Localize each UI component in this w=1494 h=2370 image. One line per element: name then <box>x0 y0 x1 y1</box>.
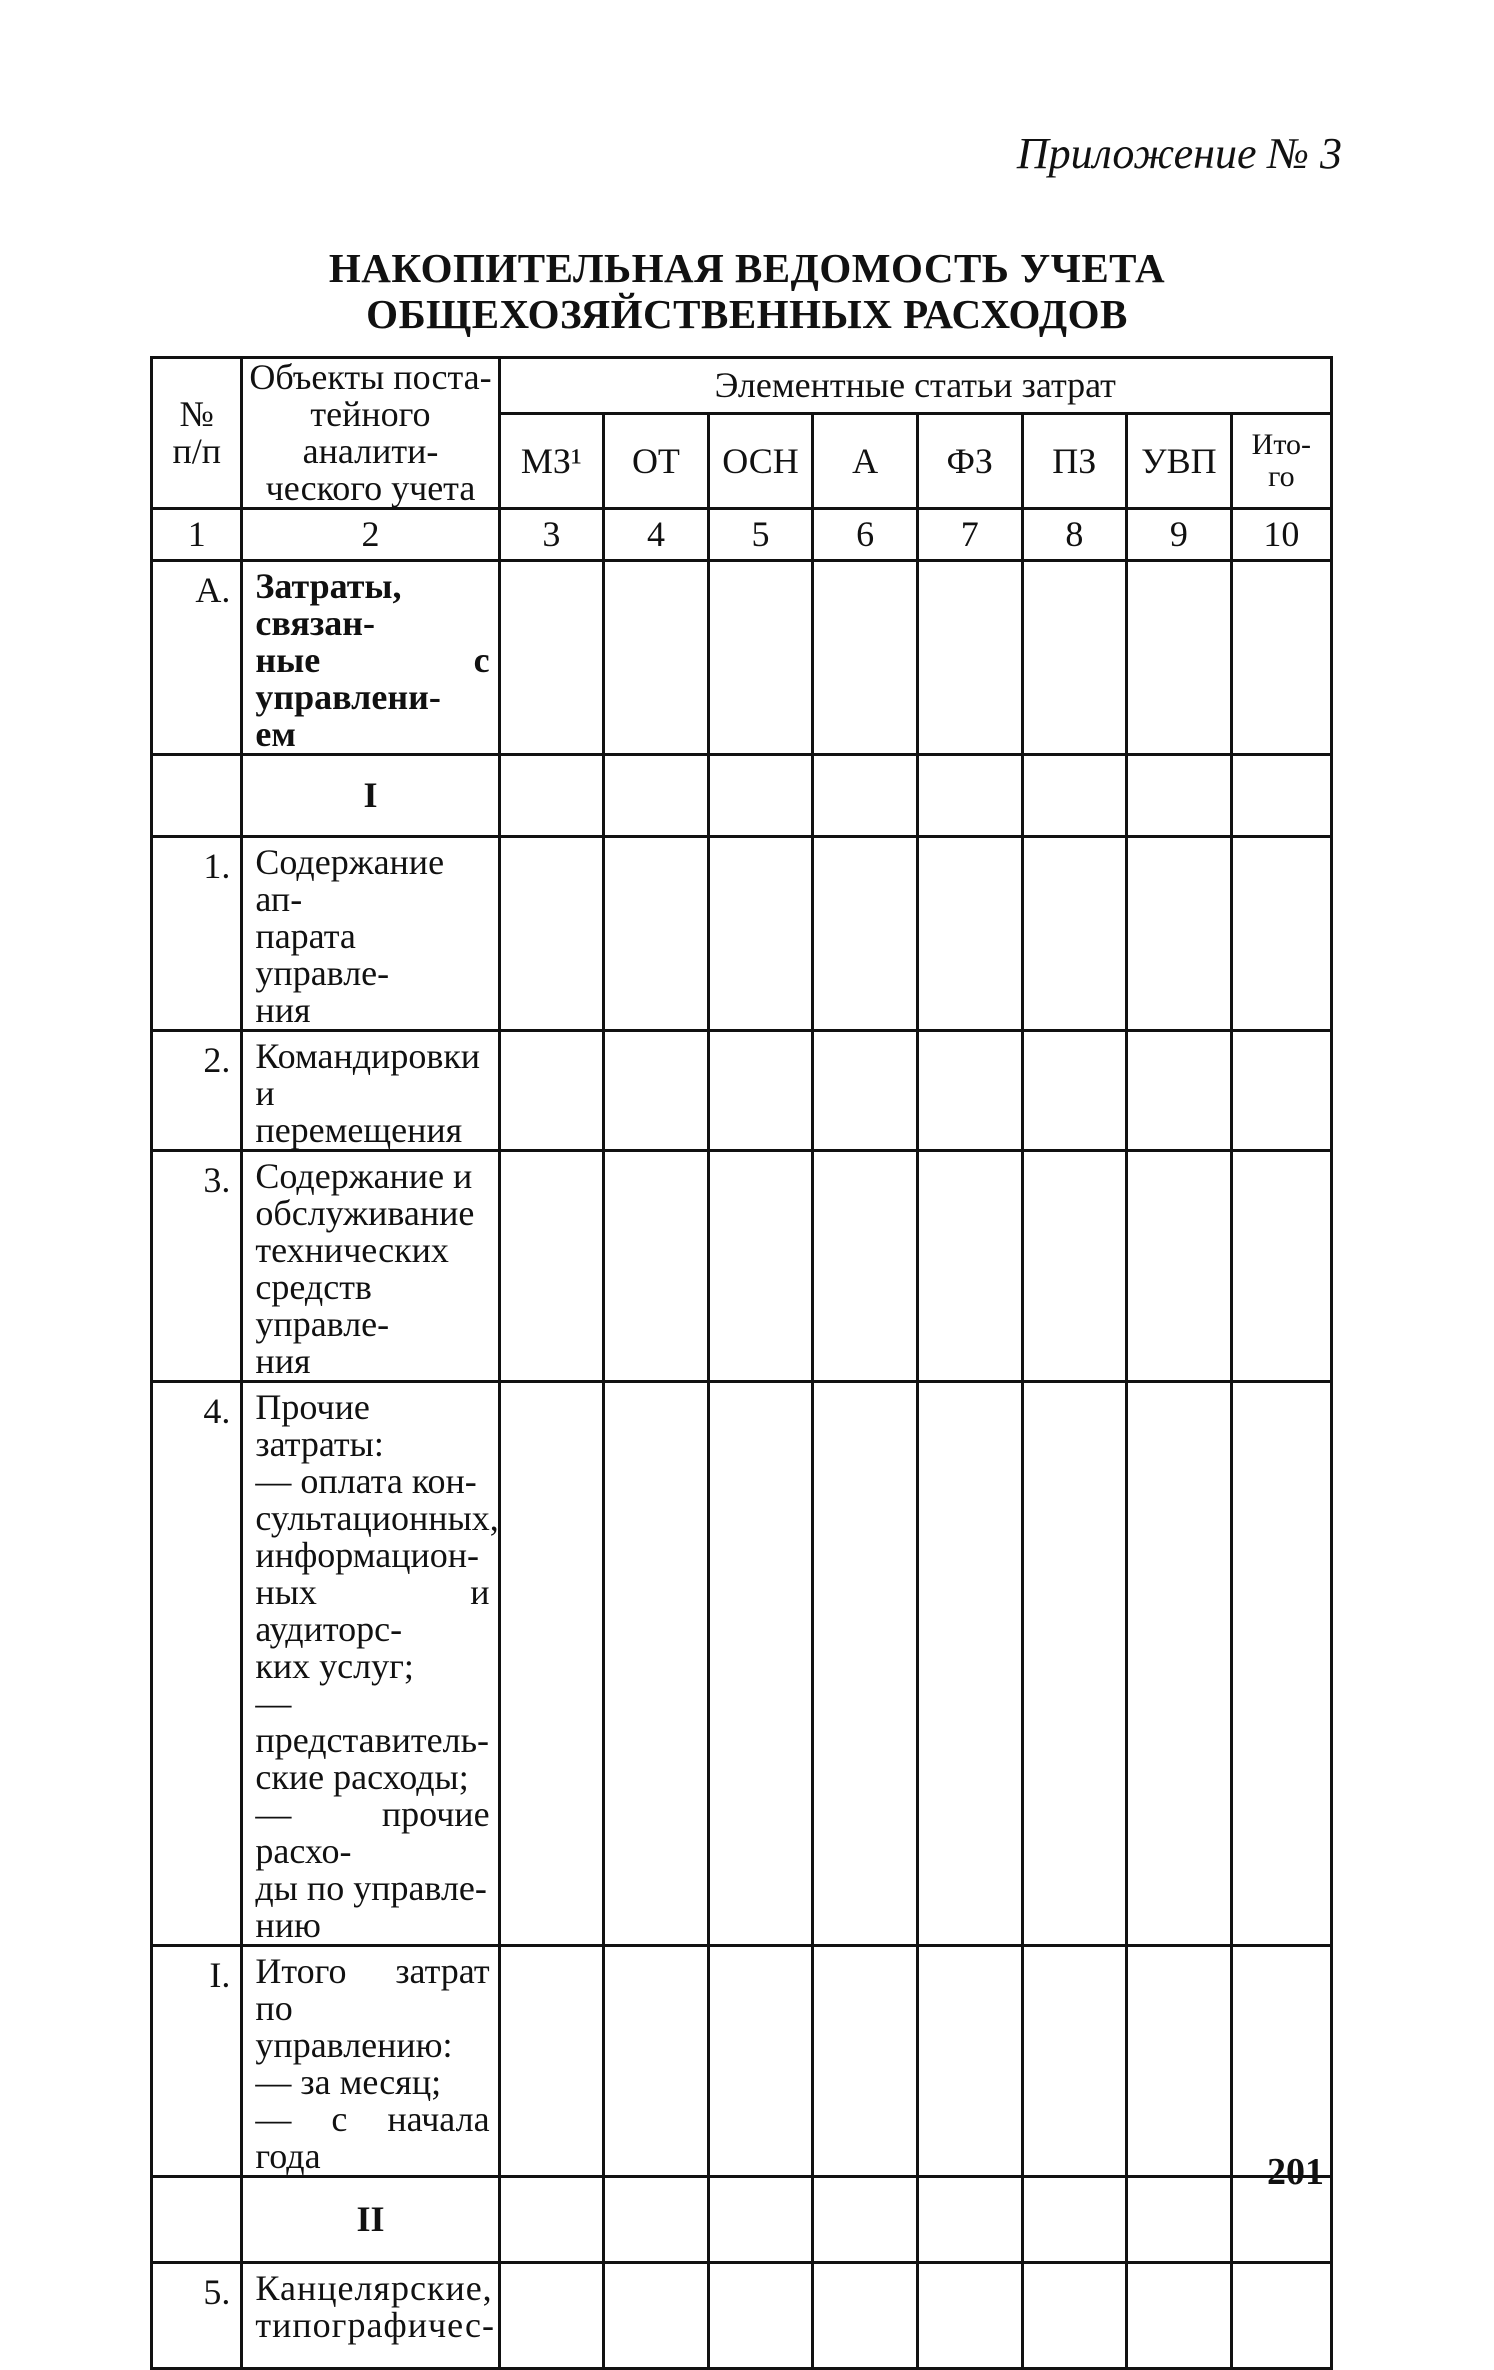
row-object: Прочие затраты: — оплата кон- сультационных, информацион- ных и аудиторс- ких услуг; — представитель- ские расходы; — прочие расхо- ды по управле- нию <box>242 1382 499 1946</box>
row-index: 3. <box>152 1151 242 1382</box>
header-col-ot: ОТ <box>604 414 709 509</box>
section-row <box>152 2177 1332 2263</box>
column-number: 7 <box>917 509 1022 561</box>
row-object: Командировки и перемещения <box>242 1031 499 1151</box>
header-col-osn: ОСН <box>708 414 813 509</box>
row-index: I. <box>152 1946 242 2177</box>
column-number: 10 <box>1231 509 1331 561</box>
appendix-label: Приложение № 3 <box>1016 129 1342 178</box>
header-no: № п/п <box>152 358 242 509</box>
row-object: Канцелярские, типографичес- <box>242 2263 499 2369</box>
title-line-1: НАКОПИТЕЛЬНАЯ ВЕДОМОСТЬ УЧЕТА <box>328 245 1166 291</box>
column-number: 4 <box>604 509 709 561</box>
header-objects: Объекты поста- тейного аналити- ческого учета <box>242 358 499 509</box>
column-number: 9 <box>1127 509 1232 561</box>
header-cost-elements: Элементные статьи затрат <box>499 358 1331 414</box>
section-label: II <box>242 2177 499 2263</box>
column-number: 8 <box>1022 509 1127 561</box>
row-object: Содержание ап- парата управле- ния <box>242 837 499 1031</box>
section-label: I <box>242 755 499 837</box>
header-col-fz: ФЗ <box>917 414 1022 509</box>
table-row <box>152 1031 1332 1151</box>
table-row <box>152 561 1332 755</box>
row-index: А. <box>152 561 242 755</box>
document-title <box>0 245 1494 337</box>
row-index: 4. <box>152 1382 242 1946</box>
ledger-table <box>150 356 1333 2370</box>
header-col-a: А <box>813 414 918 509</box>
table-row <box>152 1151 1332 1382</box>
row-object: Затраты, связан- ные с управлени- ем <box>242 561 499 755</box>
title-line-2: ОБЩЕХОЗЯЙСТВЕННЫХ РАСХОДОВ <box>366 291 1128 337</box>
column-number: 3 <box>499 509 604 561</box>
table-row <box>152 837 1332 1031</box>
column-number: 6 <box>813 509 918 561</box>
table-row <box>152 2263 1332 2369</box>
column-number: 1 <box>152 509 242 561</box>
header-col-total: Ито- го <box>1231 414 1331 509</box>
header-col-mz: МЗ¹ <box>499 414 604 509</box>
column-number: 2 <box>242 509 499 561</box>
section-row <box>152 755 1332 837</box>
row-index: 5. <box>152 2263 242 2369</box>
row-index: 2. <box>152 1031 242 1151</box>
table-row <box>152 1946 1332 2177</box>
header-col-uvp: УВП <box>1127 414 1232 509</box>
row-object: Итого затрат по управлению: — за месяц; — с начала года <box>242 1946 499 2177</box>
row-object: Содержание и обслуживание технических средств управле- ния <box>242 1151 499 1382</box>
row-index: 1. <box>152 837 242 1031</box>
header-col-pz: ПЗ <box>1022 414 1127 509</box>
table-row <box>152 1382 1332 1946</box>
column-number: 5 <box>708 509 813 561</box>
page-number: 201 <box>1267 2151 1324 2193</box>
